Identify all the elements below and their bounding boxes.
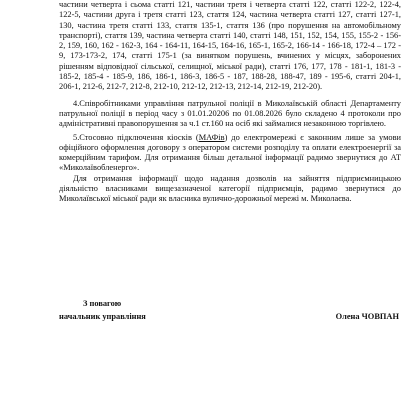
paragraph-4-protocols: 4.Співробітниками управління патрульної поліції в Миколаївській області Департаменту патрульної поліції в період часу з 01.01.20206 по 01.08.2026 було складено 4 протоколи про адміністративні правопорушення за ч.1 ст.160 на осіб які займалися незаконною торгівлею. bbox=[59, 98, 401, 129]
signature-position: начальник управління bbox=[59, 312, 146, 321]
signature-greeting: З повагою bbox=[83, 299, 122, 308]
signature-name: Олена ЧОВПАН bbox=[335, 312, 399, 321]
paragraph-5-text-start: 5.Стосовно підключення кіосків ( bbox=[73, 132, 199, 142]
document-body bbox=[59, 0, 401, 205]
paragraph-5-text-end: ) до електромережі є законним лише за умови офіційного оформлення договору з оператором системи розподілу та оплати електроенергії за комерційним тарифом. Для отримання більш детальної інформації радимо звернутися до АТ «Миколаївобленерго». bbox=[59, 132, 402, 173]
paragraph-violations-list: частини четверта і сьома статті 121, частини третя і четверта статті 122, статті 122-2, 122-4, 122-5, частини друга і третя статті 123, стаття 124, частина четверта статті 127, статті 127-1, 130, частина третя статті 133, стаття 135-1, стаття 136 (про порушення на автомобільному транспорті), стаття 139, частина четверта статті 140, статті 148, 151, 152, 154, 155, 155-2 - 156-2, 159, 160, 162 - 162-3, 164 - 164-11, 164-15, 164-16, 165-1, 165-2, 166-14 - 166-18, 172-4 – 172 - 9, 173-173-2, 174, статті 175-1 (за винятком порушень, вчинених у місцях, заборонених рішенням відповідної сільської, селищної, міської ради), статті 176, 177, 178 - 181-1, 181-3 - 185-2, 185-4 - 185-9, 186, 186-1, 186-3, 186-5 - 187, 188-28, 188-47, 189 - 195-6, статті 204-1, 206-1, 212-6, 212-7, 212-8, 212-10, 212-12, 212-13, 212-14, 212-19, 212-20). bbox=[59, 0, 401, 92]
signature-block bbox=[59, 297, 405, 323]
paragraph-5-kiosks bbox=[59, 133, 401, 174]
maf-term: МАФів bbox=[198, 132, 225, 142]
paragraph-6-permits: Для отримання інформації щодо надання дозволів на зайняття підприємницькою діяльністю власниками вищезазначеної категорії підприємців, радимо звернутися до Миколаївської міської ради як власника вулично-дорожньої мережі м. Миколаєва. bbox=[59, 173, 401, 204]
